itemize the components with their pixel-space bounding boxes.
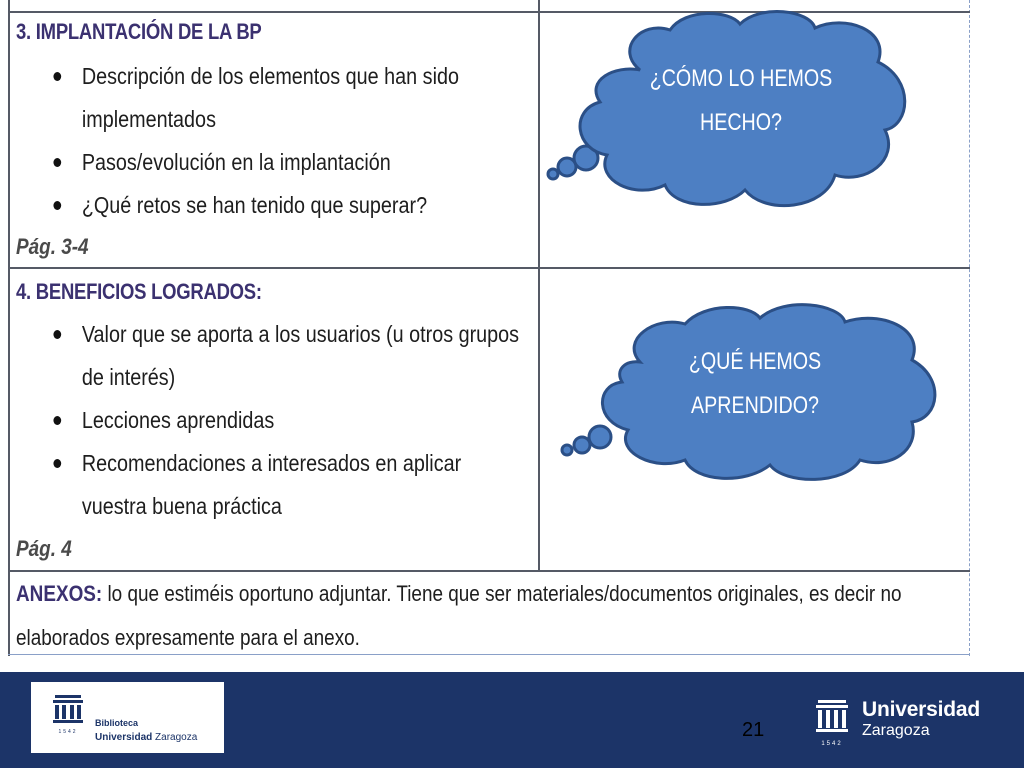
section-4-list	[50, 313, 607, 528]
bullet-icon	[53, 158, 61, 167]
university-name: Universidad	[862, 698, 981, 721]
section-4-page-ref: Pág. 4	[16, 536, 72, 561]
svg-text:1542: 1542	[58, 729, 78, 735]
university-city: Zaragoza	[862, 722, 930, 739]
annex-text: ANEXOS: lo que estiméis oportuno adjuntar. Tiene que ser materiales/documentos originales, es decir no elaborados expresamente para el anexo.	[16, 581, 902, 650]
list-item: Recomendaciones a interesados en aplicar	[50, 442, 529, 485]
slide-footer	[0, 672, 1024, 768]
page-number: 21	[742, 719, 765, 741]
bullet-icon	[53, 201, 61, 210]
bullet-icon	[53, 416, 61, 425]
section-3-page-ref: Pág. 3-4	[16, 234, 89, 259]
list-item: Lecciones aprendidas	[50, 399, 529, 442]
library-logo	[31, 682, 224, 753]
university-emblem-icon	[816, 700, 848, 750]
library-university-label: Universidad Zaragoza	[95, 732, 198, 743]
section-3-title: 3. IMPLANTACIÓN DE LA BP	[16, 19, 262, 44]
section-4-title: 4. BENEFICIOS LOGRADOS:	[16, 279, 262, 304]
bullet-icon	[53, 459, 61, 468]
cloud-bubble-medium	[589, 426, 611, 448]
university-emblem-icon	[53, 695, 83, 735]
list-item: Valor que se aporta a los usuarios (u otros grupos	[50, 313, 529, 356]
library-label: Biblioteca	[95, 718, 139, 728]
list-item: ¿Qué retos se han tenido que superar?	[50, 184, 529, 227]
list-item-continuation: de interés)	[81, 364, 176, 390]
list-item-continuation: vuestra buena práctica	[81, 493, 282, 519]
cloud-bubble-small	[548, 169, 558, 179]
cloud-bubble-small	[562, 445, 572, 455]
table-row-divider	[8, 267, 970, 269]
annex-label: ANEXOS:	[16, 581, 103, 606]
list-item: Pasos/evolución en la implantación	[50, 141, 529, 184]
bullet-icon	[53, 72, 61, 81]
svg-text:1542: 1542	[821, 741, 843, 747]
cloud-1-text: ¿CÓMO LO HEMOS HECHO?	[649, 65, 833, 136]
cloud-2-text: ¿QUÉ HEMOS APRENDIDO?	[688, 348, 822, 419]
section-3-list	[50, 55, 607, 227]
cloud-bubble-small	[574, 437, 590, 453]
list-item: Descripción de los elementos que han sido	[50, 55, 529, 98]
bullet-icon	[53, 330, 61, 339]
list-item-continuation: implementados	[81, 106, 216, 132]
